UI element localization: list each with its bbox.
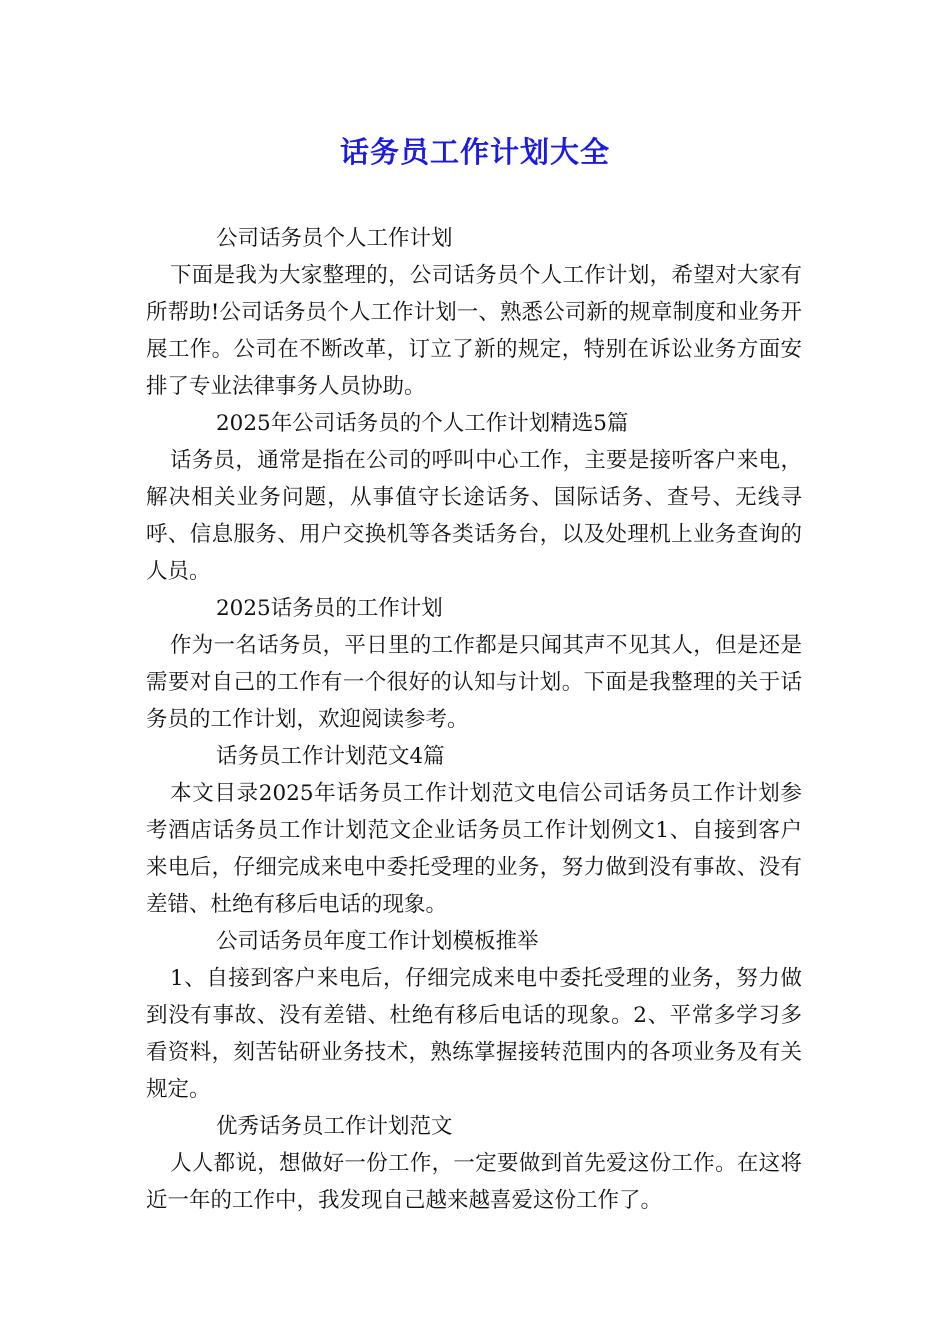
- section-heading: 优秀话务员工作计划范文: [216, 1114, 453, 1139]
- paragraph-text: 到没有事故、没有差错、杜绝有移后电话的现象。: [146, 855, 802, 917]
- paragraph-text: 作为一名话务员，平日里的工作都是只闻其声不见其人，但: [170, 633, 737, 658]
- section-paragraph: [146, 257, 802, 405]
- section-paragraph: [146, 1145, 802, 1219]
- section-heading: 2025年公司话务员的个人工作计划精选5篇: [216, 411, 629, 436]
- paragraph-text: 整理的关于话务员的工作计划，欢迎阅读参考。: [146, 670, 802, 732]
- paragraph-text: 号、无线寻呼、信息服务、用户交换机等各类话务台，以及处: [146, 485, 802, 547]
- paragraph-text: 各项业务及有关规定。: [146, 1040, 802, 1102]
- section-annual-plan-template: [146, 923, 802, 1108]
- section-paragraph: [146, 775, 802, 923]
- section-2025-personal-plan: [146, 405, 802, 590]
- section-heading: 话务员工作计划范文4篇: [216, 744, 445, 769]
- section-sample-plans: [146, 738, 802, 923]
- paragraph-text: 划参考酒店话务员工作计划范文企业话务员工作计划例文1、: [146, 781, 802, 843]
- paragraph-text: 理机上业务查询的人员。: [146, 522, 802, 584]
- paragraph-text: 大家有所帮助!公司话务员个人工作计划一、熟悉公司新的规章: [146, 263, 802, 325]
- document-title: 话务员工作计划大全: [339, 135, 610, 169]
- section-paragraph: [146, 442, 802, 590]
- paragraph-text: 制度和业务开展工作。公司在不断改革，订立了新的规定，特: [146, 300, 802, 362]
- section-heading: 公司话务员年度工作计划模板推举: [216, 929, 539, 954]
- paragraph-text: 在这将近一年的工作中，我发现自己越来越喜爱这份工作了。: [146, 1151, 802, 1213]
- section-paragraph: [146, 960, 802, 1108]
- section-heading: 2025话务员的工作计划: [216, 596, 443, 621]
- section-personal-plan: [146, 220, 802, 405]
- document-body: [146, 220, 802, 1219]
- paragraph-text: 别在诉讼业务方面安排了专业法律事务人员协助。: [146, 337, 802, 399]
- paragraph-text: 人人都说，想做好一份工作，一定要做到首先爱这份工作。: [170, 1151, 737, 1176]
- paragraph-text: 话务员，通常是指在公司的呼叫中心工作，主要是接听客户: [170, 448, 737, 473]
- paragraph-text: 来电，解决相关业务问题，从事值守长途话务、国际话务、查: [146, 448, 802, 510]
- section-excellent-plan: [146, 1108, 802, 1219]
- section-2025-work-plan: [146, 590, 802, 738]
- paragraph-text: 本文目录2025年话务员工作计划范文电信公司话务员工作计: [170, 781, 759, 806]
- section-heading: 公司话务员个人工作计划: [216, 226, 453, 251]
- paragraph-text: 自接到客户来电后，仔细完成来电中委托受理的业务，努力做: [146, 818, 802, 880]
- section-paragraph: [146, 627, 802, 738]
- paragraph-text: 1、自接到客户来电后，仔细完成来电中委托受理的业务，努: [170, 966, 759, 991]
- paragraph-text: 是还是需要对自己的工作有一个很好的认知与计划。下面是我: [146, 633, 802, 695]
- paragraph-text: 力做到没有事故、没有差错、杜绝有移后电话的现象。2、平常: [146, 966, 802, 1028]
- paragraph-text: 下面是我为大家整理的，公司话务员个人工作计划，希望对: [170, 263, 737, 288]
- paragraph-text: 多学习多看资料，刻苦钻研业务技术，熟练掌握接转范围内的: [146, 1003, 802, 1065]
